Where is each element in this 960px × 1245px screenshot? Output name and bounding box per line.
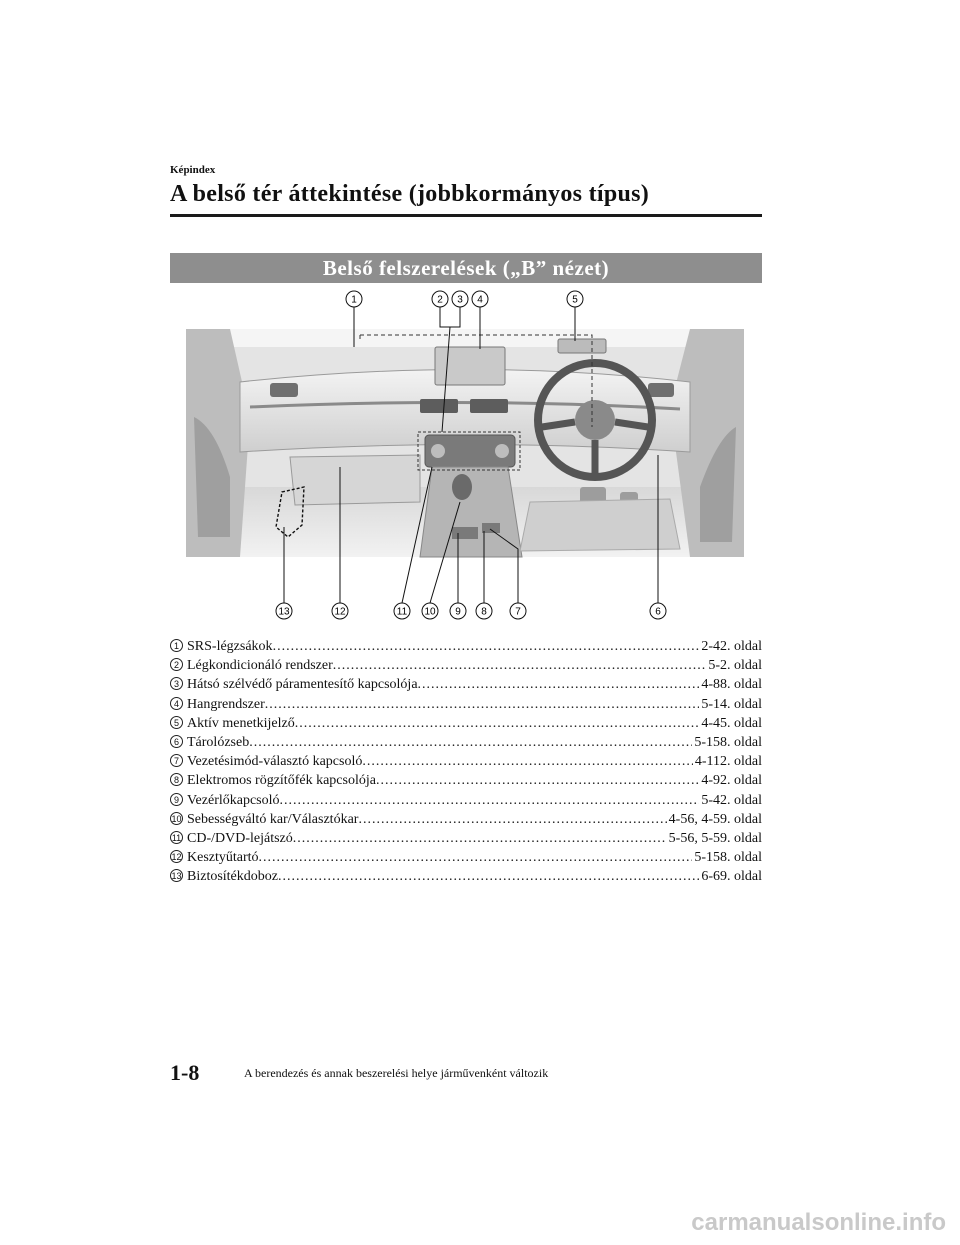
item-label: Vezérlőkapcsoló [187, 792, 280, 808]
item-page-ref: 5-14. oldal [701, 696, 762, 712]
callout-12 [332, 603, 348, 619]
item-number: 2 [170, 658, 183, 671]
list-item [170, 733, 762, 752]
callout-13 [276, 603, 292, 619]
item-number: 11 [171, 832, 182, 843]
callout-1 [346, 291, 362, 307]
item-label: Aktív menetkijelző [187, 715, 295, 731]
svg-text:5: 5 [572, 294, 578, 306]
leader-dots [295, 714, 700, 733]
list-item [170, 637, 762, 656]
leader-dots [278, 867, 699, 886]
callouts-top [346, 291, 583, 307]
watermark: carmanualsonline.info [691, 1209, 946, 1236]
item-page-ref: 5-158. oldal [694, 850, 762, 866]
section-kicker: Képindex [170, 164, 216, 176]
item-label: Hangrendszer [187, 696, 265, 712]
item-page-ref: 4-45. oldal [701, 715, 762, 731]
callout-9 [450, 603, 466, 619]
item-label: Kesztyűtartó [187, 850, 259, 866]
item-page-ref: 6-69. oldal [701, 869, 762, 885]
item-label: Elektromos rögzítőfék kapcsolója [187, 773, 376, 789]
leader-dots [293, 829, 667, 848]
item-label: Vezetésimód-választó kapcsoló [187, 754, 363, 770]
interior-illustration [170, 287, 762, 627]
item-number: 1 [170, 639, 183, 652]
list-item [170, 656, 762, 675]
leader-dots [333, 656, 707, 675]
svg-text:10: 10 [424, 606, 436, 618]
item-page-ref: 4-56, 4-59. oldal [668, 811, 762, 827]
leader-dots [259, 848, 693, 867]
leader-dots [418, 675, 700, 694]
item-number: 12 [171, 852, 182, 863]
item-number: 7 [170, 754, 183, 767]
leader-dots [362, 752, 693, 771]
list-item [170, 714, 762, 733]
item-number: 6 [170, 735, 183, 748]
svg-text:1: 1 [351, 294, 357, 306]
leader-dots [376, 771, 699, 790]
item-label: Sebességváltó kar/Választókar [187, 811, 359, 827]
leader-dots [280, 791, 700, 810]
item-page-ref: 5-56, 5-59. oldal [668, 830, 762, 846]
svg-text:8: 8 [481, 606, 487, 618]
section-banner: Belső felszerelések („B” nézet) [170, 253, 762, 283]
item-number: 10 [171, 813, 182, 824]
callout-11 [394, 603, 410, 619]
callout-7 [510, 603, 526, 619]
item-label: Hátsó szélvédő páramentesítő kapcsolója [187, 677, 418, 693]
callout-6 [650, 603, 666, 619]
item-label: Tárolózseb [187, 734, 250, 750]
list-item [170, 867, 762, 886]
item-number: 13 [171, 871, 182, 882]
item-label: Biztosítékdoboz [187, 869, 278, 885]
title-divider [170, 214, 762, 217]
svg-text:3: 3 [457, 294, 463, 306]
svg-text:13: 13 [278, 606, 290, 618]
leader-dots [358, 810, 666, 829]
item-number: 8 [170, 773, 183, 786]
list-item [170, 810, 762, 829]
callout-10 [422, 603, 438, 619]
page-title: A belső tér áttekintése (jobbkormányos típus) [170, 181, 650, 207]
callout-4 [472, 291, 488, 307]
list-item [170, 791, 762, 810]
leader-dots [265, 695, 700, 714]
callouts-bottom [276, 603, 666, 619]
item-number: 3 [170, 677, 183, 690]
callout-3 [452, 291, 468, 307]
list-item [170, 675, 762, 694]
svg-text:6: 6 [655, 606, 661, 618]
item-page-ref: 4-112. oldal [694, 754, 762, 770]
item-number: 9 [170, 793, 183, 806]
item-label: CD-/DVD-lejátszó [187, 830, 293, 846]
item-label: SRS-légzsákok [187, 639, 273, 654]
list-item [170, 848, 762, 867]
svg-text:2: 2 [437, 294, 443, 306]
item-page-ref: 5-2. oldal [708, 658, 762, 674]
item-index-list [170, 637, 762, 886]
svg-text:4: 4 [477, 294, 483, 306]
item-label: Légkondicionáló rendszer [187, 658, 333, 674]
callout-2 [432, 291, 448, 307]
leader-dots [249, 733, 692, 752]
page-number: 1-8 [170, 1060, 200, 1085]
item-page-ref: 4-92. oldal [701, 773, 762, 789]
item-page-ref: 5-42. oldal [701, 792, 762, 808]
list-item [170, 752, 762, 771]
item-page-ref: 2-42. oldal [701, 639, 762, 654]
item-number: 4 [170, 697, 183, 710]
list-item [170, 695, 762, 714]
svg-text:7: 7 [515, 606, 521, 618]
svg-text:12: 12 [334, 606, 346, 618]
item-number: 5 [170, 716, 183, 729]
leader-dots [273, 637, 700, 656]
list-item [170, 771, 762, 790]
svg-text:11: 11 [396, 606, 408, 618]
item-page-ref: 4-88. oldal [701, 677, 762, 693]
dashboard-photo [186, 329, 744, 557]
callout-5 [567, 291, 583, 307]
callout-8 [476, 603, 492, 619]
svg-text:9: 9 [455, 606, 461, 618]
footer-note: A berendezés és annak beszerelési helye járművenként változik [244, 1066, 549, 1080]
item-page-ref: 5-158. oldal [694, 734, 762, 750]
list-item [170, 829, 762, 848]
